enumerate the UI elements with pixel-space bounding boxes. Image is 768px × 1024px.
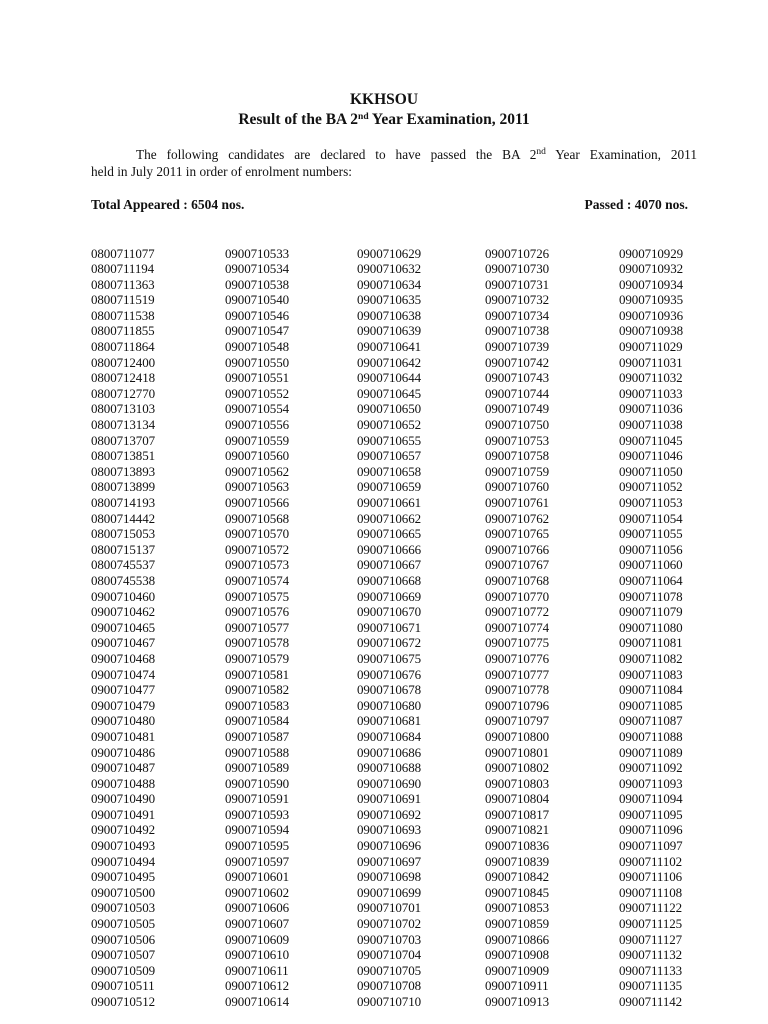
enrolment-number: 0900711132 [619, 947, 683, 963]
enrolment-number: 0900710697 [357, 853, 422, 869]
enrolment-number: 0900710817 [485, 806, 550, 822]
enrolment-number: 0900710696 [357, 838, 422, 854]
enrolment-number: 0900710538 [225, 276, 290, 292]
enrolment-number: 0900710594 [225, 822, 290, 838]
enrolment-number: 0900710665 [357, 526, 422, 542]
enrolment-number: 0900710842 [485, 869, 550, 885]
enrolment-number: 0900710762 [485, 510, 550, 526]
enrolment-number: 0900710632 [357, 261, 422, 277]
roll-column-1 [91, 246, 155, 1010]
enrolment-number: 0800745538 [91, 572, 156, 588]
enrolment-number: 0900711082 [619, 650, 683, 666]
enrolment-number: 0900711038 [619, 417, 683, 433]
enrolment-number: 0800715053 [91, 526, 156, 542]
enrolment-number: 0900711122 [619, 900, 683, 916]
enrolment-number: 0900710595 [225, 838, 290, 854]
enrolment-number: 0900710573 [225, 557, 290, 573]
enrolment-number: 0900710688 [357, 760, 422, 776]
enrolment-number: 0900711029 [619, 339, 683, 355]
enrolment-number: 0900710775 [485, 635, 550, 651]
enrolment-number: 0900710845 [485, 884, 550, 900]
enrolment-number: 0900710582 [225, 682, 290, 698]
enrolment-number: 0900710708 [357, 978, 422, 994]
enrolment-number: 0900710938 [619, 323, 684, 339]
enrolment-number: 0900710859 [485, 916, 550, 932]
enrolment-number: 0800713103 [91, 401, 156, 417]
enrolment-number: 0900711052 [619, 479, 683, 495]
enrolment-number: 0900710568 [225, 510, 290, 526]
enrolment-number: 0900710676 [357, 666, 422, 682]
enrolment-number: 0900710500 [91, 884, 156, 900]
enrolment-number: 0900710639 [357, 323, 422, 339]
enrolment-number: 0800714193 [91, 495, 156, 510]
roll-column-4 [485, 246, 549, 1010]
enrolment-number: 0900711032 [619, 370, 683, 386]
org-heading: KKHSOU [349, 91, 419, 108]
enrolment-number: 0900711053 [619, 495, 683, 510]
enrolment-number: 0900710753 [485, 432, 550, 448]
enrolment-number: 0900711087 [619, 713, 683, 729]
enrolment-number: 0800715137 [91, 541, 156, 557]
enrolment-number: 0900710650 [357, 401, 422, 417]
enrolment-number: 0900710491 [91, 806, 156, 822]
enrolment-number: 0900710554 [225, 401, 290, 417]
enrolment-number: 0900710486 [91, 744, 156, 760]
enrolment-number: 0900710512 [91, 994, 156, 1009]
enrolment-number: 0800713893 [91, 463, 156, 479]
enrolment-number: 0900710658 [357, 463, 422, 479]
enrolment-number: 0900710767 [485, 557, 550, 573]
enrolment-number: 0800711864 [91, 339, 155, 355]
enrolment-number: 0900710913 [485, 994, 550, 1009]
enrolment-number: 0900710641 [357, 339, 422, 355]
enrolment-number: 0900710669 [357, 588, 422, 604]
enrolment-number: 0900710765 [485, 526, 550, 542]
enrolment-number: 0900710505 [91, 916, 156, 932]
enrolment-number: 0900711036 [619, 401, 683, 417]
enrolment-number: 0900711060 [619, 557, 683, 573]
enrolment-number: 0900710548 [225, 339, 290, 355]
enrolment-number: 0900710703 [357, 931, 422, 947]
enrolment-number: 0900710705 [357, 962, 422, 978]
roll-column-2 [225, 246, 289, 1010]
enrolment-number: 0900710666 [357, 541, 422, 557]
enrolment-number: 0900710672 [357, 635, 422, 651]
title-text: Result of the BA 2 [238, 111, 359, 128]
enrolment-number: 0900710766 [485, 541, 550, 557]
enrolment-number: 0900711106 [619, 869, 683, 885]
enrolment-number: 0900711033 [619, 385, 683, 401]
enrolment-number: 0900710675 [357, 650, 422, 666]
enrolment-number: 0900711089 [619, 744, 683, 760]
intro-text: The following candidates are declared to have passed the BA 2 [136, 147, 537, 162]
enrolment-number: 0900710546 [225, 307, 290, 323]
enrolment-number: 0900711093 [619, 775, 683, 791]
enrolment-number: 0900710802 [485, 760, 550, 776]
enrolment-number: 0900710730 [485, 261, 550, 277]
enrolment-number: 0900710577 [225, 619, 290, 635]
enrolment-number: 0900711078 [619, 588, 683, 604]
enrolment-number: 0900710750 [485, 417, 550, 433]
enrolment-number: 0900710474 [91, 666, 156, 682]
enrolment-number: 0900710797 [485, 713, 550, 729]
enrolment-number: 0900710642 [357, 354, 422, 370]
enrolment-number: 0900710487 [91, 760, 156, 776]
enrolment-number: 0900710634 [357, 276, 422, 292]
roll-column-5 [619, 246, 683, 1010]
enrolment-number: 0900710758 [485, 448, 550, 464]
enrolment-number: 0900711081 [619, 635, 683, 651]
enrolment-number: 0900711094 [619, 791, 683, 807]
enrolment-number: 0900710821 [485, 822, 550, 838]
enrolment-number: 0900711097 [619, 838, 683, 854]
enrolment-number: 0900711050 [619, 463, 683, 479]
intro-paragraph [91, 146, 697, 180]
enrolment-number: 0900710684 [357, 728, 422, 744]
enrolment-number: 0800711855 [91, 323, 155, 339]
enrolment-number: 0900710609 [225, 931, 290, 947]
enrolment-number: 0900710494 [91, 853, 156, 869]
enrolment-number: 0900710934 [619, 276, 684, 292]
enrolment-number: 0800712400 [91, 354, 156, 370]
enrolment-number: 0800711194 [91, 261, 155, 277]
enrolment-number: 0900710479 [91, 697, 156, 713]
enrolment-number: 0900711046 [619, 448, 683, 464]
enrolment-number: 0900710644 [357, 370, 422, 386]
enrolment-number: 0900710570 [225, 526, 290, 542]
enrolment-number: 0900710734 [485, 307, 550, 323]
enrolment-number: 0900710691 [357, 791, 422, 807]
enrolment-number: 0900710761 [485, 495, 550, 510]
enrolment-number: 0900710774 [485, 619, 550, 635]
enrolment-number: 0900710602 [225, 884, 290, 900]
enrolment-number: 0900710534 [225, 261, 290, 277]
enrolment-number: 0900710804 [485, 791, 550, 807]
enrolment-number: 0800713707 [91, 432, 156, 448]
enrolment-number: 0900710670 [357, 604, 422, 620]
enrolment-number: 0900710661 [357, 495, 422, 510]
enrolment-number: 0900710836 [485, 838, 550, 854]
total-appeared: Total Appeared : 6504 nos. [91, 197, 245, 212]
intro-line-1 [91, 146, 697, 163]
enrolment-number: 0900710690 [357, 775, 422, 791]
enrolment-number: 0900710460 [91, 588, 156, 604]
enrolment-number: 0900710467 [91, 635, 156, 651]
enrolment-number: 0900710588 [225, 744, 290, 760]
enrolment-number: 0900711045 [619, 432, 683, 448]
enrolment-number: 0900711088 [619, 728, 683, 744]
enrolment-number: 0900711127 [619, 931, 683, 947]
enrolment-number: 0900710574 [225, 572, 290, 588]
enrolment-number: 0900710929 [619, 245, 684, 261]
enrolment-number: 0900710702 [357, 916, 422, 932]
enrolment-number: 0900710699 [357, 884, 422, 900]
enrolment-number: 0900710909 [485, 962, 550, 978]
enrolment-number: 0900710778 [485, 682, 550, 698]
enrolment-number: 0900711084 [619, 682, 683, 698]
enrolment-number: 0900710652 [357, 417, 422, 433]
enrolment-number: 0900710853 [485, 900, 550, 916]
enrolment-number: 0900710655 [357, 432, 422, 448]
enrolment-number: 0900710839 [485, 853, 550, 869]
enrolment-number: 0900710686 [357, 744, 422, 760]
enrolment-number: 0900710693 [357, 822, 422, 838]
enrolment-number: 0900710738 [485, 323, 550, 339]
intro-text-end: Year Examination, 2011 [545, 147, 697, 162]
enrolment-number: 0900710507 [91, 947, 156, 963]
enrolment-number: 0900710932 [619, 261, 684, 277]
roll-column-3 [357, 246, 421, 1010]
enrolment-number: 0900710698 [357, 869, 422, 885]
enrolment-number: 0900710866 [485, 931, 550, 947]
enrolment-number: 0900711095 [619, 806, 683, 822]
enrolment-number: 0900711054 [619, 510, 683, 526]
enrolment-number: 0900710645 [357, 385, 422, 401]
enrolment-number: 0900710777 [485, 666, 550, 682]
enrolment-number: 0900710629 [357, 245, 422, 261]
enrolment-number: 0800713899 [91, 479, 156, 495]
enrolment-number: 0900710563 [225, 479, 290, 495]
enrolment-number: 0900710701 [357, 900, 422, 916]
enrolment-number: 0900710552 [225, 385, 290, 401]
enrolment-number: 0900711142 [619, 994, 683, 1009]
enrolment-number: 0900710732 [485, 292, 550, 308]
enrolment-number: 0900710465 [91, 619, 156, 635]
enrolment-number: 0900710768 [485, 572, 550, 588]
enrolment-number: 0900711108 [619, 884, 683, 900]
enrolment-number: 0900710606 [225, 900, 290, 916]
enrolment-number: 0900710583 [225, 697, 290, 713]
enrolment-number: 0900710540 [225, 292, 290, 308]
enrolment-number: 0900710493 [91, 838, 156, 854]
enrolment-number: 0900710760 [485, 479, 550, 495]
enrolment-number: 0900710511 [91, 978, 155, 994]
enrolment-number: 0900710468 [91, 650, 156, 666]
enrolment-number: 0900711031 [619, 354, 683, 370]
enrolment-number: 0900710566 [225, 495, 290, 510]
enrolment-number: 0900710547 [225, 323, 290, 339]
enrolment-number: 0900710572 [225, 541, 290, 557]
enrolment-number: 0900710581 [225, 666, 290, 682]
enrolment-number: 0900710668 [357, 572, 422, 588]
enrolment-number: 0900710597 [225, 853, 290, 869]
enrolment-number: 0900710803 [485, 775, 550, 791]
enrolment-number: 0900710607 [225, 916, 290, 932]
enrolment-number: 0800745537 [91, 557, 156, 573]
enrolment-number: 0900710587 [225, 728, 290, 744]
enrolment-number: 0900710533 [225, 245, 290, 261]
enrolment-number: 0900710638 [357, 307, 422, 323]
enrolment-number: 0900710749 [485, 401, 550, 417]
enrolment-number: 0900710477 [91, 682, 156, 698]
enrolment-number: 0900710593 [225, 806, 290, 822]
enrolment-number: 0800711077 [91, 245, 155, 261]
enrolment-number: 0800714442 [91, 510, 156, 526]
enrolment-number: 0800711538 [91, 307, 155, 323]
title-text-end: Year Examination, 2011 [368, 111, 530, 128]
enrolment-number: 0900710743 [485, 370, 550, 386]
title-superscript: nd [358, 112, 369, 122]
enrolment-number: 0900710481 [91, 728, 156, 744]
enrolment-number: 0900710662 [357, 510, 422, 526]
enrolment-number: 0900710490 [91, 791, 156, 807]
enrolment-number: 0900710612 [225, 978, 290, 994]
enrolment-number: 0900711133 [619, 962, 683, 978]
enrolment-number: 0900710744 [485, 385, 550, 401]
enrolment-number: 0900711055 [619, 526, 683, 542]
enrolment-number: 0900710589 [225, 760, 290, 776]
enrolment-number: 0900710657 [357, 448, 422, 464]
enrolment-number: 0800713851 [91, 448, 156, 464]
enrolment-number: 0900710908 [485, 947, 550, 963]
enrolment-number: 0900710559 [225, 432, 290, 448]
total-passed: Passed : 4070 nos. [584, 197, 688, 212]
enrolment-number: 0900710556 [225, 417, 290, 433]
enrolment-number: 0800712418 [91, 370, 156, 386]
enrolment-number: 0900710936 [619, 307, 684, 323]
enrolment-number: 0900710584 [225, 713, 290, 729]
enrolment-number: 0900710550 [225, 354, 290, 370]
enrolment-number: 0900711079 [619, 604, 683, 620]
enrolment-number: 0900710776 [485, 650, 550, 666]
enrolment-number: 0900710492 [91, 822, 156, 838]
enrolment-number: 0900710614 [225, 994, 290, 1009]
enrolment-number: 0900710635 [357, 292, 422, 308]
enrolment-number: 0900711083 [619, 666, 683, 682]
enrolment-number: 0900710704 [357, 947, 422, 963]
enrolment-number: 0900710462 [91, 604, 156, 620]
enrolment-number: 0900710671 [357, 619, 422, 635]
enrolment-number: 0900710575 [225, 588, 290, 604]
enrolment-number: 0900710503 [91, 900, 156, 916]
intro-superscript: nd [536, 147, 546, 157]
enrolment-number: 0900710610 [225, 947, 290, 963]
enrolment-number: 0900710772 [485, 604, 550, 620]
enrolment-number: 0900710578 [225, 635, 290, 651]
enrolment-number: 0900710731 [485, 276, 550, 292]
enrolment-number: 0900711125 [619, 916, 683, 932]
enrolment-number: 0900711056 [619, 541, 683, 557]
enrolment-number: 0900711096 [619, 822, 683, 838]
enrolment-number: 0900711135 [619, 978, 683, 994]
enrolment-number: 0900710692 [357, 806, 422, 822]
enrolment-number: 0800711519 [91, 292, 155, 308]
enrolment-number: 0900710935 [619, 292, 684, 308]
enrolment-number: 0900710579 [225, 650, 290, 666]
enrolment-number: 0900710911 [485, 978, 549, 994]
enrolment-number: 0900711085 [619, 697, 683, 713]
enrolment-number: 0900710678 [357, 682, 422, 698]
enrolment-number: 0900710770 [485, 588, 550, 604]
page-title [0, 111, 768, 129]
enrolment-number: 0900710590 [225, 775, 290, 791]
enrolment-number: 0900710562 [225, 463, 290, 479]
enrolment-number: 0900710601 [225, 869, 290, 885]
enrolment-number: 0900711064 [619, 572, 683, 588]
enrolment-number: 0900711102 [619, 853, 683, 869]
enrolment-number: 0900710611 [225, 962, 289, 978]
enrolment-number: 0900710659 [357, 479, 422, 495]
enrolment-number: 0900710591 [225, 791, 290, 807]
enrolment-number: 0900710742 [485, 354, 550, 370]
enrolment-number: 0900710488 [91, 775, 156, 791]
enrolment-number: 0900710495 [91, 869, 156, 885]
enrolment-number: 0900710796 [485, 697, 550, 713]
enrolment-number: 0900710759 [485, 463, 550, 479]
enrolment-number: 0800712770 [91, 385, 156, 401]
enrolment-number: 0900710681 [357, 713, 422, 729]
enrolment-number: 0900710509 [91, 962, 156, 978]
enrolment-number: 0900710506 [91, 931, 156, 947]
enrolment-number: 0900711092 [619, 760, 683, 776]
enrolment-number: 0900710680 [357, 697, 422, 713]
enrolment-number: 0800713134 [91, 417, 156, 433]
intro-line-2: held in July 2011 in order of enrolment numbers: [91, 164, 352, 179]
enrolment-number: 0900710480 [91, 713, 156, 729]
enrolment-number: 0900710576 [225, 604, 290, 620]
enrolment-number: 0800711363 [91, 276, 155, 292]
enrolment-number: 0900710551 [225, 370, 290, 386]
enrolment-number: 0900710560 [225, 448, 290, 464]
enrolment-number: 0900710739 [485, 339, 550, 355]
enrolment-number: 0900711080 [619, 619, 683, 635]
enrolment-number: 0900710667 [357, 557, 422, 573]
enrolment-number: 0900710710 [357, 994, 422, 1009]
enrolment-number: 0900710801 [485, 744, 550, 760]
enrolment-number: 0900710726 [485, 245, 550, 261]
enrolment-number: 0900710800 [485, 728, 550, 744]
